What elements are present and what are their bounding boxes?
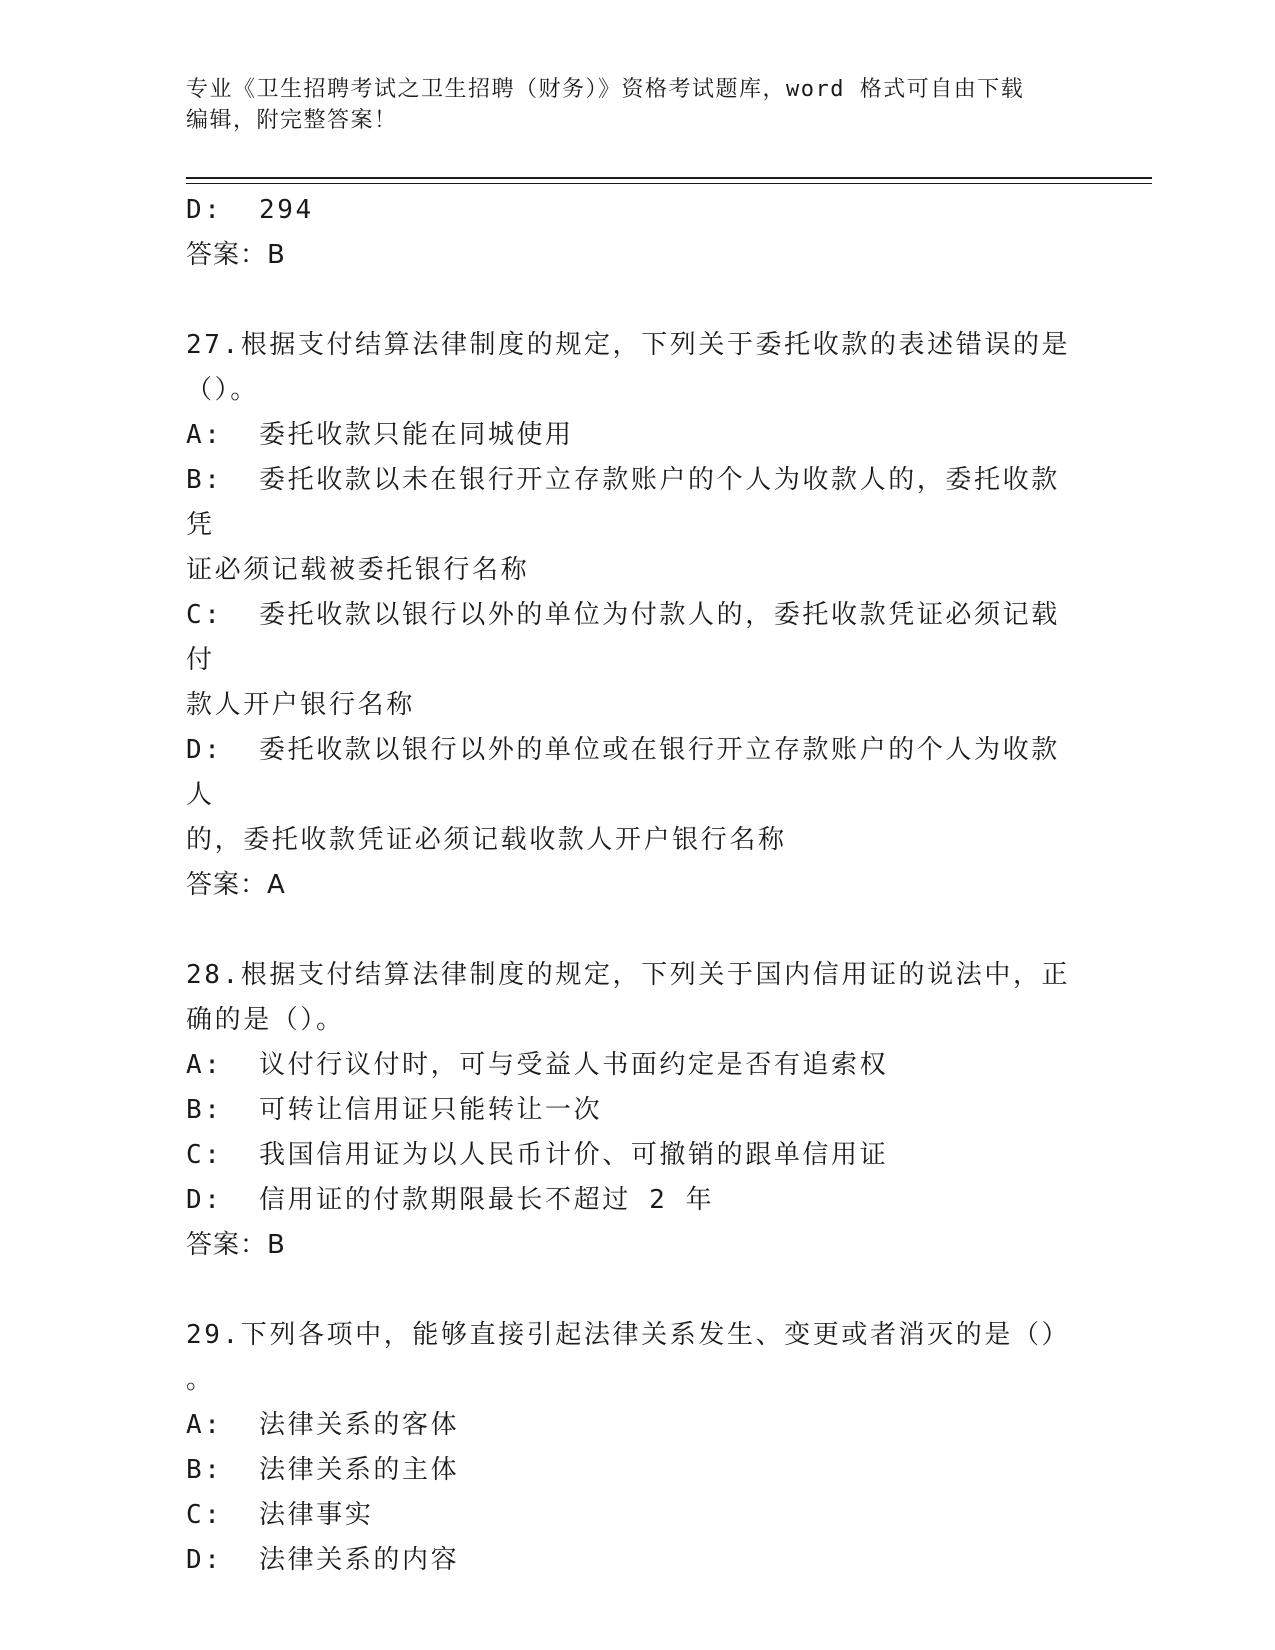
question-stem-line: 28.根据支付结算法律制度的规定，下列关于国内信用证的说法中，正 bbox=[186, 960, 1071, 990]
prev-option-d: D: 294 bbox=[186, 195, 314, 225]
question-stem-line: 27.根据支付结算法律制度的规定，下列关于委托收款的表述错误的是 bbox=[186, 330, 1071, 360]
document-body bbox=[186, 188, 1076, 1583]
option-d-cont: 的，委托收款凭证必须记载收款人开户银行名称 bbox=[186, 825, 787, 855]
question-gap bbox=[186, 278, 1076, 323]
option-b: B: 法律关系的主体 bbox=[186, 1455, 460, 1485]
option-d: D: 委托收款以银行以外的单位或在银行开立存款账户的个人为收款人 bbox=[186, 735, 1060, 810]
header-rule-thin bbox=[186, 183, 1152, 184]
option-d: D: 法律关系的内容 bbox=[186, 1545, 460, 1575]
option-b: B: 可转让信用证只能转让一次 bbox=[186, 1095, 603, 1125]
answer: 答案：B bbox=[186, 1230, 286, 1260]
option-c: C: 我国信用证为以人民币计价、可撤销的跟单信用证 bbox=[186, 1140, 889, 1170]
option-c: C: 法律事实 bbox=[186, 1500, 374, 1530]
question-29 bbox=[186, 1313, 1076, 1583]
question-stem-line: 29.下列各项中，能够直接引起法律关系发生、变更或者消灭的是（） bbox=[186, 1320, 1071, 1350]
header-line-2: 编辑，附完整答案！ bbox=[186, 108, 398, 133]
question-27 bbox=[186, 323, 1076, 908]
question-stem-line: 。 bbox=[186, 1365, 215, 1395]
option-a: A: 法律关系的客体 bbox=[186, 1410, 460, 1440]
question-28 bbox=[186, 953, 1076, 1268]
option-a: A: 委托收款只能在同城使用 bbox=[186, 420, 574, 450]
question-gap bbox=[186, 1268, 1076, 1313]
option-a: A: 议付行议付时，可与受益人书面约定是否有追索权 bbox=[186, 1050, 889, 1080]
header-line-1: 专业《卫生招聘考试之卫生招聘（财务）》资格考试题库，word 格式可自由下载 bbox=[186, 77, 1025, 102]
option-c: C: 委托收款以银行以外的单位为付款人的，委托收款凭证必须记载付 bbox=[186, 600, 1060, 675]
question-stem-line: 确的是（）。 bbox=[186, 1005, 345, 1035]
option-b: B: 委托收款以未在银行开立存款账户的个人为收款人的，委托收款凭 bbox=[186, 465, 1060, 540]
question-gap bbox=[186, 908, 1076, 953]
prev-answer: 答案：B bbox=[186, 240, 286, 270]
option-b-cont: 证必须记载被委托银行名称 bbox=[186, 555, 530, 585]
document-header bbox=[186, 74, 1066, 136]
option-d: D: 信用证的付款期限最长不超过 2 年 bbox=[186, 1185, 715, 1215]
question-stem-line: （）。 bbox=[186, 375, 259, 405]
answer: 答案：A bbox=[186, 870, 286, 900]
header-rule-thick bbox=[186, 177, 1152, 179]
option-c-cont: 款人开户银行名称 bbox=[186, 690, 415, 720]
